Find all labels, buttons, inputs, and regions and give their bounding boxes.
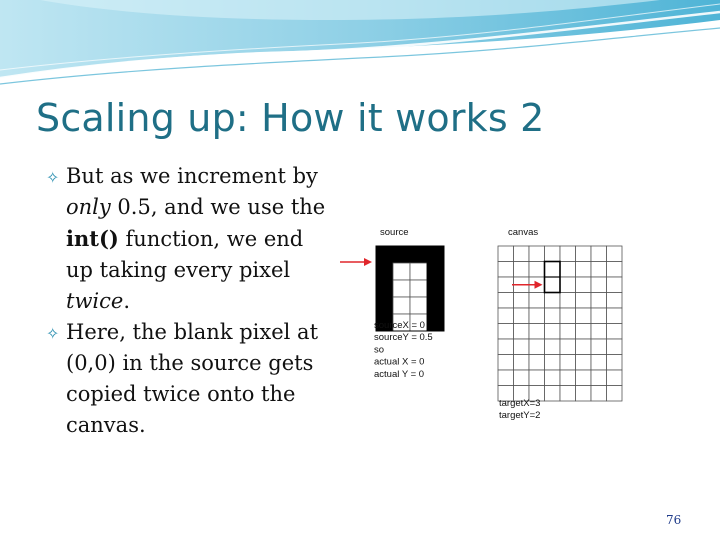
- canvas-cell: [560, 370, 576, 386]
- page-number: 76: [666, 513, 682, 527]
- bullet-line: [66, 255, 346, 286]
- source-pixel: [427, 297, 444, 314]
- canvas-cell: [560, 277, 576, 293]
- bullet-item: [46, 161, 346, 317]
- source-pixel: [376, 263, 393, 280]
- bullet-line: [66, 192, 346, 223]
- canvas-cell: [591, 246, 607, 262]
- canvas-cell: [560, 308, 576, 324]
- bullet-text-segment: canvas.: [66, 413, 146, 437]
- canvas-cell: [545, 246, 561, 262]
- source-info-line: so: [374, 344, 385, 356]
- canvas-cell: [591, 339, 607, 355]
- canvas-cell: [498, 246, 514, 262]
- canvas-cell: [514, 262, 530, 278]
- source-pixel: [393, 280, 410, 297]
- canvas-label: canvas: [508, 227, 539, 238]
- canvas-cell: [529, 324, 545, 340]
- source-pixel: [427, 263, 444, 280]
- canvas-cell: [607, 308, 623, 324]
- source-pixel: [376, 246, 393, 263]
- canvas-cell: [560, 355, 576, 371]
- canvas-info-line: targetY=2: [499, 410, 541, 421]
- canvas-cell: [529, 293, 545, 309]
- canvas-cell: [514, 370, 530, 386]
- source-pixel: [427, 280, 444, 297]
- canvas-cell: [607, 339, 623, 355]
- canvas-cell: [545, 324, 561, 340]
- canvas-cell: [545, 262, 561, 278]
- canvas-cell: [498, 277, 514, 293]
- canvas-cell: [576, 386, 592, 402]
- canvas-cell: [560, 324, 576, 340]
- canvas-cell: [591, 277, 607, 293]
- header-banner: [0, 0, 720, 90]
- canvas-cell: [545, 370, 561, 386]
- canvas-cell: [607, 293, 623, 309]
- bullet-text-segment: function, we end: [118, 227, 304, 251]
- canvas-cell: [560, 386, 576, 402]
- bullet-text-segment: only: [66, 195, 111, 219]
- canvas-cell: [607, 324, 623, 340]
- canvas-info-line: targetX=3: [499, 398, 541, 409]
- canvas-cell: [591, 370, 607, 386]
- bullet-item: [46, 317, 346, 441]
- canvas-cell: [560, 293, 576, 309]
- source-pixel: [376, 280, 393, 297]
- canvas-cell: [545, 308, 561, 324]
- scaling-figure: [328, 222, 670, 430]
- canvas-cell: [498, 324, 514, 340]
- source-pixel: [376, 297, 393, 314]
- canvas-cell: [607, 262, 623, 278]
- bullet-text-segment: .: [123, 289, 131, 313]
- canvas-cell: [576, 370, 592, 386]
- canvas-cell: [560, 246, 576, 262]
- canvas-cell: [545, 355, 561, 371]
- source-info-line: actual Y = 0: [374, 368, 425, 380]
- source-pixel: [427, 314, 444, 331]
- bullet-text-segment: Here, the blank pixel at: [66, 320, 319, 344]
- canvas-cell: [591, 308, 607, 324]
- bullet-text-segment: up taking every pixel: [66, 258, 291, 282]
- source-info-line: actual X = 0: [374, 356, 425, 368]
- source-pixel: [410, 297, 427, 314]
- canvas-cell: [591, 262, 607, 278]
- source-pixel: [393, 297, 410, 314]
- arrow-source-head: [364, 258, 372, 266]
- canvas-cell: [591, 324, 607, 340]
- canvas-cell: [545, 293, 561, 309]
- canvas-cell: [576, 246, 592, 262]
- canvas-cell: [514, 324, 530, 340]
- bullet-marker-icon: ✧: [46, 168, 60, 187]
- canvas-cell: [607, 277, 623, 293]
- bullet-line: [66, 379, 346, 410]
- source-pixel: [410, 246, 427, 263]
- source-pixel: [410, 263, 427, 280]
- canvas-cell: [576, 355, 592, 371]
- canvas-cell: [529, 262, 545, 278]
- canvas-cell: [576, 324, 592, 340]
- bullet-list: [46, 161, 346, 441]
- canvas-cell: [607, 355, 623, 371]
- canvas-cell: [560, 339, 576, 355]
- bullet-text-segment: (0,0) in the source gets: [66, 351, 314, 375]
- canvas-cell: [498, 370, 514, 386]
- canvas-cell: [529, 339, 545, 355]
- source-label: source: [380, 227, 409, 238]
- canvas-cell: [607, 370, 623, 386]
- bullet-text-segment: twice: [66, 289, 124, 313]
- bullet-line: [66, 286, 346, 317]
- canvas-cell: [576, 277, 592, 293]
- canvas-cell: [529, 246, 545, 262]
- source-pixel: [410, 280, 427, 297]
- canvas-cell: [576, 339, 592, 355]
- canvas-cell: [560, 262, 576, 278]
- canvas-cell: [607, 386, 623, 402]
- bullet-text-segment: copied twice onto the: [66, 382, 296, 406]
- canvas-cell: [529, 308, 545, 324]
- canvas-cell: [514, 293, 530, 309]
- canvas-cell: [514, 246, 530, 262]
- canvas-cell: [576, 293, 592, 309]
- canvas-cell: [514, 339, 530, 355]
- canvas-cell: [529, 355, 545, 371]
- canvas-cell: [545, 339, 561, 355]
- canvas-cell: [576, 308, 592, 324]
- canvas-cell: [498, 308, 514, 324]
- canvas-cell: [545, 277, 561, 293]
- bullet-line: [66, 161, 346, 192]
- source-pixel: [427, 246, 444, 263]
- source-info-line: sourceX = 0: [374, 320, 425, 331]
- canvas-cell: [514, 355, 530, 371]
- slide-title: Scaling up: How it works 2: [36, 96, 545, 140]
- bullet-text-segment: int(): [66, 226, 119, 251]
- canvas-cell: [498, 339, 514, 355]
- canvas-cell: [498, 355, 514, 371]
- canvas-cell: [498, 262, 514, 278]
- bullet-line: [66, 223, 346, 255]
- bullet-text-segment: But as we increment by: [66, 164, 318, 188]
- canvas-cell: [498, 293, 514, 309]
- bullet-line: [66, 410, 346, 441]
- bullet-line: [66, 317, 346, 348]
- canvas-cell: [591, 293, 607, 309]
- canvas-cell: [591, 355, 607, 371]
- canvas-cell: [514, 308, 530, 324]
- canvas-cell: [591, 386, 607, 402]
- source-info-line: sourceY = 0.5: [374, 332, 433, 344]
- bullet-marker-icon: ✧: [46, 324, 60, 343]
- canvas-cell: [607, 246, 623, 262]
- source-pixel: [393, 246, 410, 263]
- bullet-text-segment: 0.5, and we use the: [110, 195, 326, 219]
- canvas-cell: [576, 262, 592, 278]
- bullet-line: [66, 348, 346, 379]
- canvas-cell: [529, 370, 545, 386]
- canvas-cell: [545, 386, 561, 402]
- source-pixel: [393, 263, 410, 280]
